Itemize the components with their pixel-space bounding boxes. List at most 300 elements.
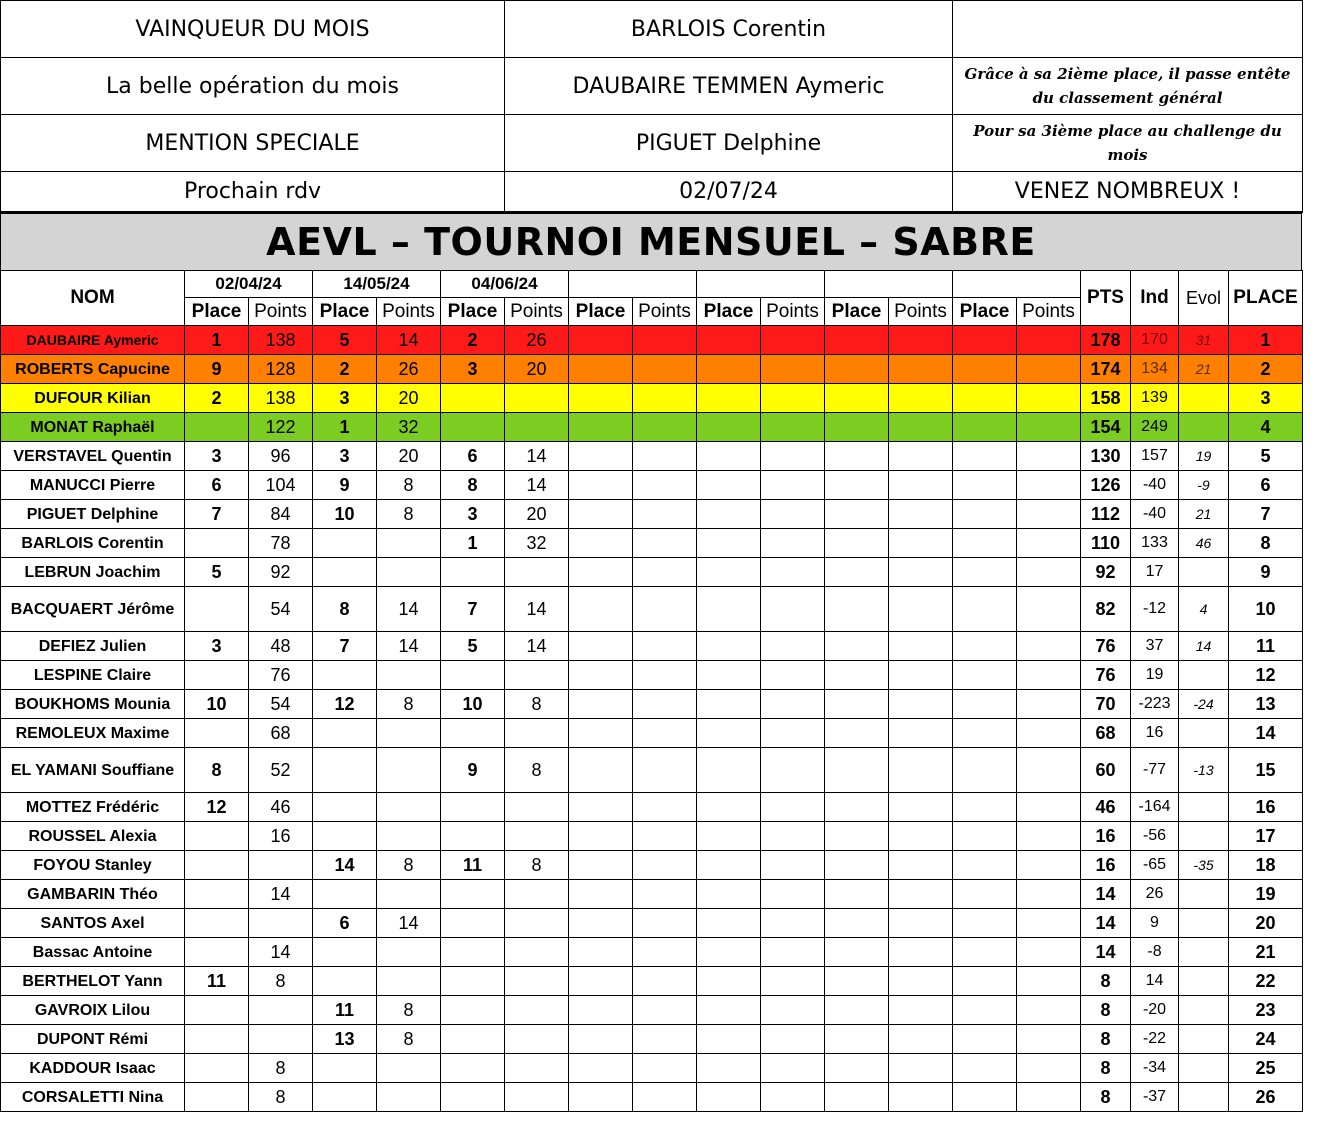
table-row [1, 719, 1303, 748]
player-name: ROUSSEL Alexia [1, 822, 185, 851]
round-points [761, 413, 825, 442]
indice: 37 [1131, 632, 1179, 661]
player-name: DEFIEZ Julien [1, 632, 185, 661]
round-points [889, 748, 953, 793]
round-place: 6 [441, 442, 505, 471]
round-points: 8 [505, 748, 569, 793]
indice: 26 [1131, 880, 1179, 909]
total-points: 82 [1081, 587, 1131, 632]
round-points [633, 719, 697, 748]
round-place [697, 880, 761, 909]
round-points [761, 326, 825, 355]
round-points [761, 719, 825, 748]
round-place [569, 558, 633, 587]
round-points: 20 [377, 442, 441, 471]
round-points [377, 967, 441, 996]
final-place: 20 [1229, 909, 1303, 938]
round-points: 14 [505, 442, 569, 471]
final-place: 8 [1229, 529, 1303, 558]
round-place: 5 [441, 632, 505, 661]
round-points [889, 793, 953, 822]
round-place [185, 719, 249, 748]
round-points [889, 851, 953, 880]
round-points [761, 558, 825, 587]
round-place [825, 967, 889, 996]
col-date: 02/04/24 [185, 271, 313, 298]
round-place [953, 1025, 1017, 1054]
round-place [441, 558, 505, 587]
round-points [505, 661, 569, 690]
round-place [697, 413, 761, 442]
round-points [1017, 355, 1081, 384]
final-place: 22 [1229, 967, 1303, 996]
total-points: 92 [1081, 558, 1131, 587]
evolution: 46 [1179, 529, 1229, 558]
indice: -56 [1131, 822, 1179, 851]
round-place [825, 384, 889, 413]
col-points-sub: Points [633, 298, 697, 326]
round-points: 8 [377, 500, 441, 529]
total-points: 60 [1081, 748, 1131, 793]
final-place: 25 [1229, 1054, 1303, 1083]
round-points: 84 [249, 500, 313, 529]
evolution [1179, 909, 1229, 938]
round-points: 14 [377, 632, 441, 661]
round-place [441, 996, 505, 1025]
table-row [1, 471, 1303, 500]
total-points: 14 [1081, 938, 1131, 967]
round-place [569, 793, 633, 822]
round-points [1017, 909, 1081, 938]
round-place [953, 471, 1017, 500]
round-place [825, 938, 889, 967]
round-place [569, 690, 633, 719]
round-place [825, 880, 889, 909]
round-points: 14 [249, 880, 313, 909]
player-name: MONAT Raphaël [1, 413, 185, 442]
round-points [889, 413, 953, 442]
round-points [633, 355, 697, 384]
round-place [313, 938, 377, 967]
table-row [1, 938, 1303, 967]
round-points [1017, 384, 1081, 413]
indice: -40 [1131, 500, 1179, 529]
player-name: GAMBARIN Théo [1, 880, 185, 909]
round-place [697, 996, 761, 1025]
round-points [377, 938, 441, 967]
info-row-next [1, 172, 1303, 213]
round-place [953, 793, 1017, 822]
round-place [313, 880, 377, 909]
round-place [441, 384, 505, 413]
round-place [825, 529, 889, 558]
round-points [505, 938, 569, 967]
round-place [953, 529, 1017, 558]
player-name: MANUCCI Pierre [1, 471, 185, 500]
indice: -22 [1131, 1025, 1179, 1054]
round-points: 8 [249, 1083, 313, 1112]
final-place: 9 [1229, 558, 1303, 587]
col-date [953, 271, 1081, 298]
col-points-sub: Points [249, 298, 313, 326]
round-place: 9 [441, 748, 505, 793]
indice: 9 [1131, 909, 1179, 938]
round-points [633, 471, 697, 500]
col-ind: Ind [1131, 271, 1179, 326]
round-place [953, 442, 1017, 471]
round-place [697, 822, 761, 851]
round-points [761, 661, 825, 690]
table-row [1, 880, 1303, 909]
final-place: 18 [1229, 851, 1303, 880]
round-points [377, 1054, 441, 1083]
player-name: KADDOUR Isaac [1, 1054, 185, 1083]
round-place [697, 793, 761, 822]
round-points [633, 1025, 697, 1054]
round-place [185, 822, 249, 851]
round-place [697, 909, 761, 938]
round-place: 3 [441, 355, 505, 384]
round-points [377, 748, 441, 793]
evolution [1179, 967, 1229, 996]
round-place: 3 [313, 384, 377, 413]
round-place [569, 851, 633, 880]
round-points: 16 [249, 822, 313, 851]
round-points [1017, 938, 1081, 967]
round-place [569, 529, 633, 558]
info-label: VAINQUEUR DU MOIS [1, 1, 505, 58]
total-points: 16 [1081, 822, 1131, 851]
player-name: BERTHELOT Yann [1, 967, 185, 996]
round-points [761, 822, 825, 851]
final-place: 6 [1229, 471, 1303, 500]
round-place [313, 529, 377, 558]
info-table [0, 0, 1303, 213]
round-place [697, 967, 761, 996]
evolution [1179, 938, 1229, 967]
final-place: 17 [1229, 822, 1303, 851]
round-points: 8 [377, 471, 441, 500]
round-place [825, 355, 889, 384]
evolution [1179, 661, 1229, 690]
round-points [761, 632, 825, 661]
round-points [1017, 967, 1081, 996]
round-place: 5 [185, 558, 249, 587]
total-points: 76 [1081, 632, 1131, 661]
indice: 17 [1131, 558, 1179, 587]
round-place [569, 1083, 633, 1112]
round-place [569, 996, 633, 1025]
round-points [889, 719, 953, 748]
round-points [249, 851, 313, 880]
col-place: PLACE [1229, 271, 1303, 326]
round-place: 7 [185, 500, 249, 529]
round-place [441, 1083, 505, 1112]
table-row [1, 442, 1303, 471]
round-place: 2 [441, 326, 505, 355]
table-row [1, 793, 1303, 822]
round-place [185, 1083, 249, 1112]
total-points: 130 [1081, 442, 1131, 471]
round-place [825, 1025, 889, 1054]
round-points: 76 [249, 661, 313, 690]
round-points [1017, 587, 1081, 632]
round-points: 20 [505, 500, 569, 529]
round-points: 8 [249, 1054, 313, 1083]
round-place [825, 793, 889, 822]
evolution [1179, 1054, 1229, 1083]
round-points [1017, 500, 1081, 529]
final-place: 1 [1229, 326, 1303, 355]
col-place-sub: Place [185, 298, 249, 326]
total-points: 46 [1081, 793, 1131, 822]
round-place [697, 938, 761, 967]
round-place [953, 748, 1017, 793]
round-place [697, 1054, 761, 1083]
col-place-sub: Place [825, 298, 889, 326]
total-points: 8 [1081, 1083, 1131, 1112]
total-points: 8 [1081, 996, 1131, 1025]
round-points [1017, 996, 1081, 1025]
round-place [697, 471, 761, 500]
round-points: 52 [249, 748, 313, 793]
info-name: PIGUET Delphine [505, 115, 953, 172]
final-place: 11 [1229, 632, 1303, 661]
evolution [1179, 1083, 1229, 1112]
round-points [633, 529, 697, 558]
round-points [505, 1083, 569, 1112]
final-place: 5 [1229, 442, 1303, 471]
indice: -77 [1131, 748, 1179, 793]
round-points [633, 822, 697, 851]
total-points: 154 [1081, 413, 1131, 442]
final-place: 4 [1229, 413, 1303, 442]
final-place: 16 [1229, 793, 1303, 822]
round-points: 128 [249, 355, 313, 384]
round-points [761, 1083, 825, 1112]
final-place: 24 [1229, 1025, 1303, 1054]
round-points [1017, 748, 1081, 793]
total-points: 76 [1081, 661, 1131, 690]
round-place: 1 [185, 326, 249, 355]
round-points: 32 [505, 529, 569, 558]
round-points [377, 880, 441, 909]
player-name: SANTOS Axel [1, 909, 185, 938]
table-row [1, 967, 1303, 996]
round-place: 11 [441, 851, 505, 880]
round-points [505, 909, 569, 938]
info-name: BARLOIS Corentin [505, 1, 953, 58]
round-points [633, 967, 697, 996]
round-points [889, 1083, 953, 1112]
col-points-sub: Points [377, 298, 441, 326]
final-place: 12 [1229, 661, 1303, 690]
round-place: 10 [185, 690, 249, 719]
round-points [889, 938, 953, 967]
total-points: 110 [1081, 529, 1131, 558]
round-place [825, 558, 889, 587]
table-row [1, 1083, 1303, 1112]
player-name: BACQUAERT Jérôme [1, 587, 185, 632]
info-note: Pour sa 3ième place au challenge du mois [953, 115, 1303, 172]
round-place: 3 [441, 500, 505, 529]
round-place [569, 938, 633, 967]
indice: -12 [1131, 587, 1179, 632]
total-points: 126 [1081, 471, 1131, 500]
round-place: 10 [441, 690, 505, 719]
round-points [761, 529, 825, 558]
round-points [889, 909, 953, 938]
round-points [889, 967, 953, 996]
col-nom: NOM [1, 271, 185, 326]
col-points-sub: Points [889, 298, 953, 326]
player-name: DUPONT Rémi [1, 1025, 185, 1054]
round-place [697, 529, 761, 558]
indice: -37 [1131, 1083, 1179, 1112]
table-row [1, 748, 1303, 793]
indice: 19 [1131, 661, 1179, 690]
table-row [1, 587, 1303, 632]
round-place [441, 880, 505, 909]
round-place: 1 [441, 529, 505, 558]
indice: 133 [1131, 529, 1179, 558]
round-place [953, 355, 1017, 384]
round-points [633, 1083, 697, 1112]
evolution [1179, 822, 1229, 851]
indice: -40 [1131, 471, 1179, 500]
round-place: 8 [313, 587, 377, 632]
table-row [1, 690, 1303, 719]
round-place [953, 413, 1017, 442]
col-points-sub: Points [505, 298, 569, 326]
round-points [633, 413, 697, 442]
col-points-sub: Points [1017, 298, 1081, 326]
round-points [505, 1025, 569, 1054]
round-points [889, 661, 953, 690]
round-points [377, 661, 441, 690]
round-points [249, 1025, 313, 1054]
round-place [825, 851, 889, 880]
total-points: 8 [1081, 967, 1131, 996]
col-date [825, 271, 953, 298]
round-points [761, 384, 825, 413]
col-date: 14/05/24 [313, 271, 441, 298]
round-points [889, 1054, 953, 1083]
round-place [953, 851, 1017, 880]
round-points [505, 967, 569, 996]
table-row [1, 384, 1303, 413]
round-place [313, 748, 377, 793]
col-place-sub: Place [441, 298, 505, 326]
round-place [569, 822, 633, 851]
final-place: 13 [1229, 690, 1303, 719]
round-points [1017, 793, 1081, 822]
round-points [889, 529, 953, 558]
round-place [697, 442, 761, 471]
round-place: 3 [185, 632, 249, 661]
round-place: 1 [313, 413, 377, 442]
round-place [697, 500, 761, 529]
round-points: 14 [249, 938, 313, 967]
round-points [633, 880, 697, 909]
round-place [697, 719, 761, 748]
round-points [633, 996, 697, 1025]
table-row [1, 851, 1303, 880]
player-name: BOUKHOMS Mounia [1, 690, 185, 719]
round-points: 14 [377, 587, 441, 632]
round-place [441, 719, 505, 748]
round-place [185, 587, 249, 632]
round-points: 8 [377, 690, 441, 719]
round-place [825, 748, 889, 793]
round-place [697, 851, 761, 880]
round-points [1017, 822, 1081, 851]
player-name: GAVROIX Lilou [1, 996, 185, 1025]
final-place: 14 [1229, 719, 1303, 748]
round-place: 3 [313, 442, 377, 471]
round-points [761, 996, 825, 1025]
ranking-body [1, 326, 1303, 1112]
info-label: La belle opération du mois [1, 58, 505, 115]
round-place [441, 822, 505, 851]
evolution: 21 [1179, 500, 1229, 529]
evolution: -24 [1179, 690, 1229, 719]
final-place: 10 [1229, 587, 1303, 632]
evolution: 21 [1179, 355, 1229, 384]
round-points [633, 661, 697, 690]
info-label: Prochain rdv [1, 172, 505, 213]
round-points [377, 529, 441, 558]
col-date [697, 271, 825, 298]
table-row [1, 558, 1303, 587]
round-points [633, 442, 697, 471]
final-place: 19 [1229, 880, 1303, 909]
round-points [761, 500, 825, 529]
round-points [761, 587, 825, 632]
indice: 14 [1131, 967, 1179, 996]
round-place: 2 [185, 384, 249, 413]
round-place [313, 822, 377, 851]
round-place [569, 326, 633, 355]
final-place: 3 [1229, 384, 1303, 413]
player-name: LEBRUN Joachim [1, 558, 185, 587]
round-points [1017, 661, 1081, 690]
round-points: 14 [377, 909, 441, 938]
player-name: BARLOIS Corentin [1, 529, 185, 558]
round-place [953, 690, 1017, 719]
round-points: 26 [377, 355, 441, 384]
round-points [889, 822, 953, 851]
round-place: 14 [313, 851, 377, 880]
table-row [1, 355, 1303, 384]
round-points [1017, 326, 1081, 355]
round-place [697, 587, 761, 632]
round-place [825, 587, 889, 632]
player-name: ROBERTS Capucine [1, 355, 185, 384]
round-place [569, 471, 633, 500]
player-name: REMOLEUX Maxime [1, 719, 185, 748]
round-points [377, 558, 441, 587]
round-place [825, 413, 889, 442]
round-place [569, 880, 633, 909]
info-note [953, 1, 1303, 58]
round-points [633, 748, 697, 793]
round-place: 9 [185, 355, 249, 384]
round-points [889, 587, 953, 632]
round-place: 9 [313, 471, 377, 500]
round-place [825, 661, 889, 690]
round-points [761, 690, 825, 719]
